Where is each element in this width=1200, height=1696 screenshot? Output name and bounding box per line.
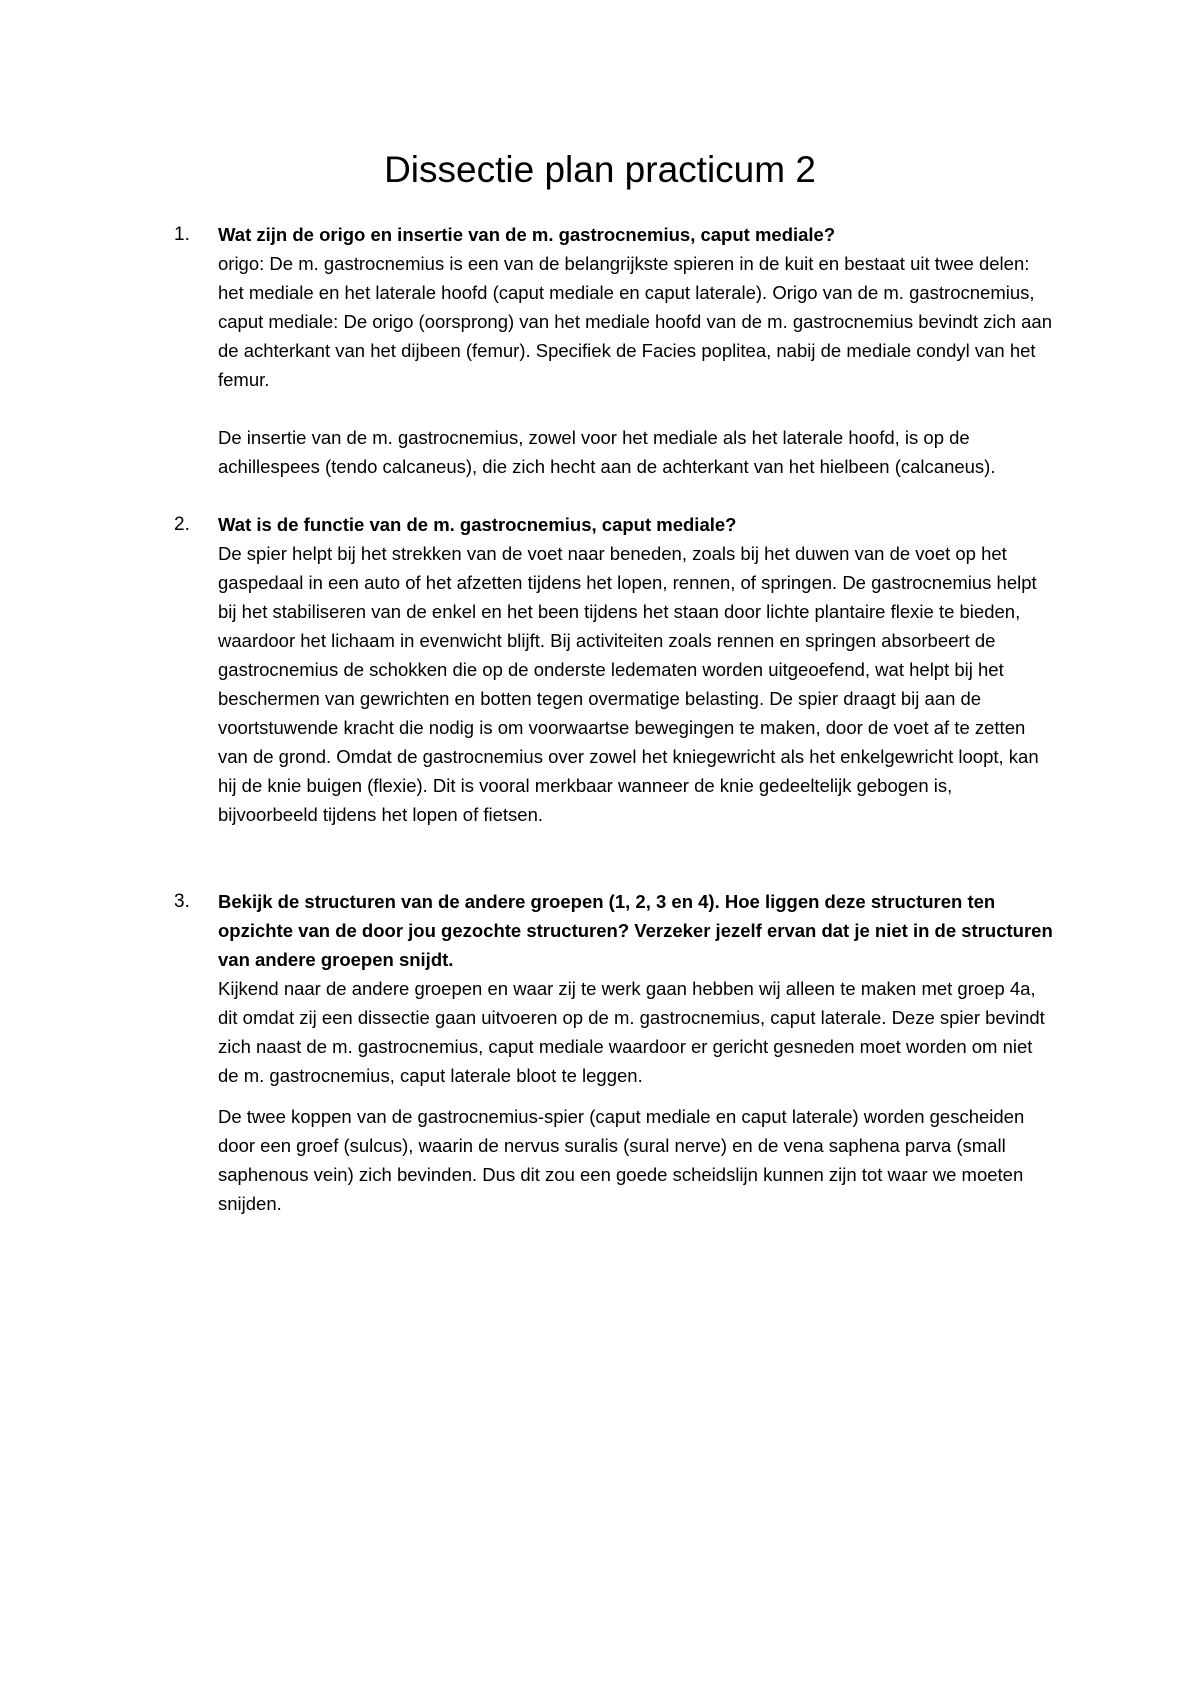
- question-heading: Wat is de functie van de m. gastrocnemius, caput mediale?: [218, 514, 737, 535]
- question-heading: Wat zijn de origo en insertie van de m. gastrocnemius, caput mediale?: [218, 224, 836, 245]
- question-list: [174, 220, 1054, 1218]
- page-title: Dissectie plan practicum 2: [384, 149, 816, 190]
- answer-paragraph: Kijkend naar de andere groepen en waar zij te werk gaan hebben wij alleen te maken met groep 4a, dit omdat zij een dissectie gaan uitvoeren op de m. gastrocnemius, caput laterale. Deze spier bevindt zich naast de m. gastrocnemius, caput mediale waardoor er gericht gesneden moet worden om niet de m. gastrocnemius, caput laterale bloot te leggen.: [218, 978, 1045, 1086]
- list-number: 3.: [174, 891, 190, 912]
- list-item: [174, 887, 1054, 1218]
- list-number: 1.: [174, 224, 190, 245]
- answer-paragraph: origo: De m. gastrocnemius is een van de belangrijkste spieren in de kuit en bestaat uit twee delen: het mediale en het laterale hoofd (caput mediale en caput laterale). Origo van de m. gastrocnemius, caput mediale: De origo (oorsprong) van het mediale hoofd van de m. gastrocnemius bevindt zich aan de achterkant van het dijbeen (femur). Specifiek de Facies poplitea, nabij de mediale condyl van het femur.: [218, 253, 1052, 390]
- list-item: [174, 220, 1054, 481]
- answer-paragraph: De twee koppen van de gastrocnemius-spier (caput mediale en caput laterale) worden gescheiden door een groef (sulcus), waarin de nervus suralis (sural nerve) en de vena saphena parva (small saphenous vein) zich bevinden. Dus dit zou een goede scheidslijn kunnen zijn tot waar we moeten snijden.: [218, 1106, 1025, 1214]
- answer-paragraph: De insertie van de m. gastrocnemius, zowel voor het mediale als het laterale hoofd, is op de achillespees (tendo calcaneus), die zich hecht aan de achterkant van het hielbeen (calcaneus).: [218, 427, 996, 477]
- question-heading: Bekijk de structuren van de andere groepen (1, 2, 3 en 4). Hoe liggen deze structuren ten opzichte van de door jou gezochte structuren? Verzeker jezelf ervan dat je niet in de structuren van andere groepen snijdt.: [218, 891, 1053, 970]
- answer-paragraph: De spier helpt bij het strekken van de voet naar beneden, zoals bij het duwen van de voet op het gaspedaal in een auto of het afzetten tijdens het lopen, rennen, of springen. De gastrocnemius helpt bij het stabiliseren van de enkel en het been tijdens het staan door lichte plantaire flexie te bieden, waardoor het lichaam in evenwicht blijft. Bij activiteiten zoals rennen en springen absorbeert de gastrocnemius de schokken die op de onderste ledematen worden uitgeoefend, wat helpt bij het beschermen van gewrichten en botten tegen overmatige belasting. De spier draagt bij aan de voortstuwende kracht die nodig is om voorwaartse bewegingen te maken, door de voet af te zetten van de grond. Omdat de gastrocnemius over zowel het kniegewricht als het enkelgewricht loopt, kan hij de knie buigen (flexie). Dit is vooral merkbaar wanneer de knie gedeeltelijk gebogen is, bijvoorbeeld tijdens het lopen of fietsen.: [218, 543, 1039, 825]
- list-item: [174, 510, 1054, 829]
- list-number: 2.: [174, 514, 190, 535]
